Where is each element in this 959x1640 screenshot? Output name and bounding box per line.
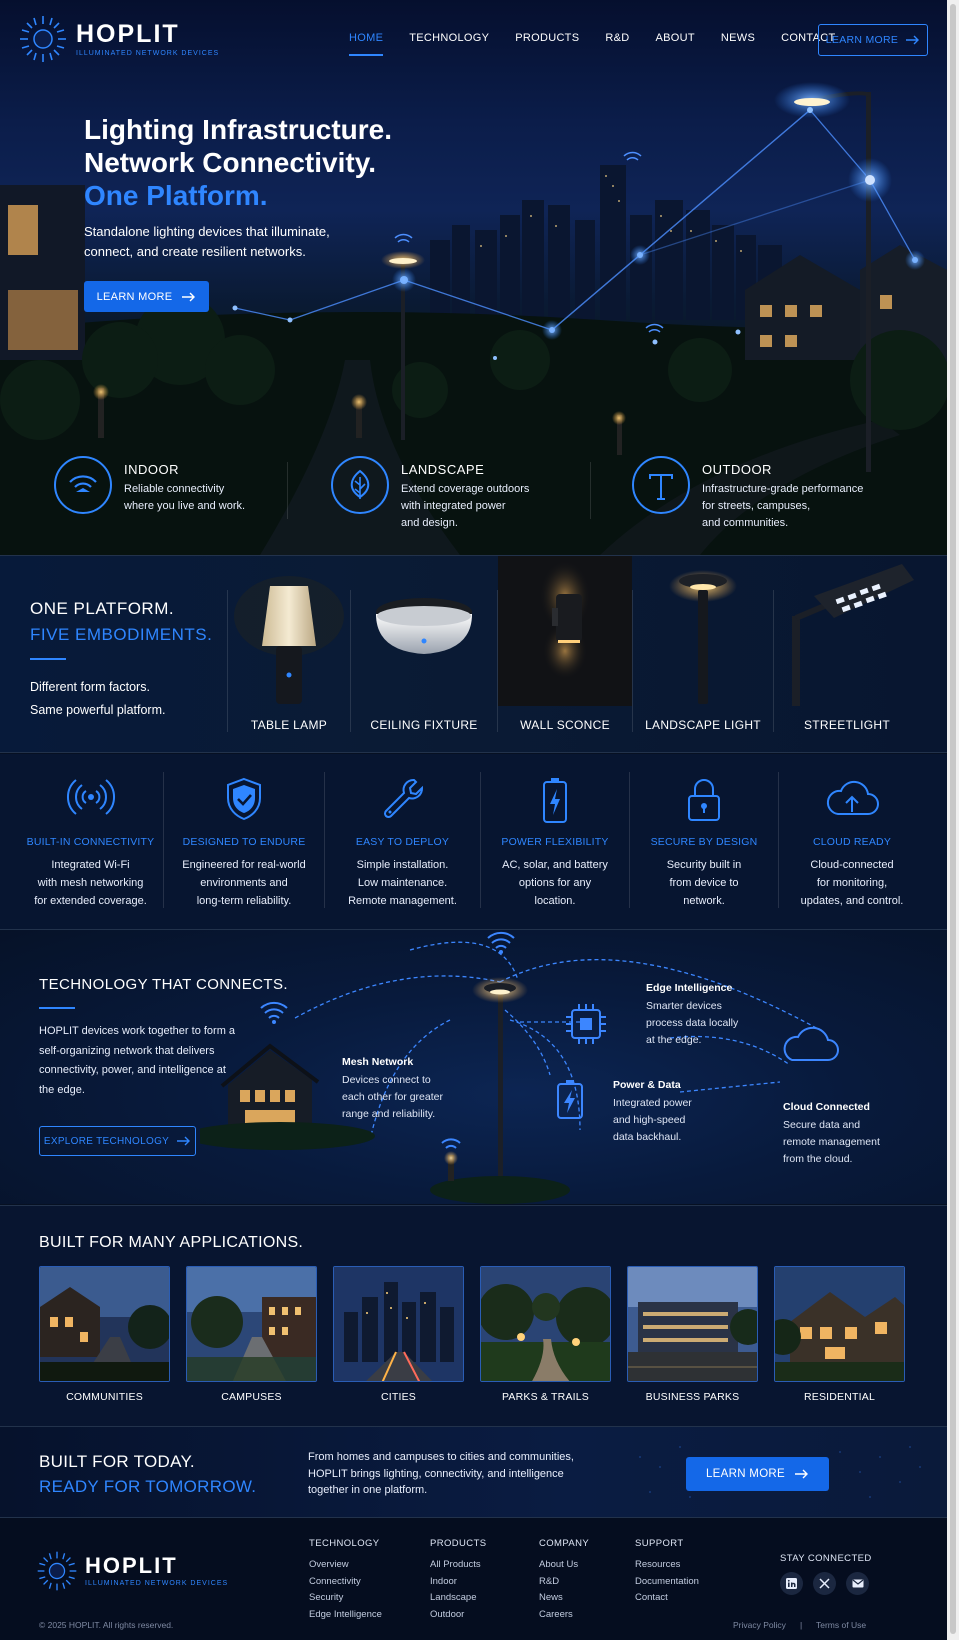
cta-title [39,1449,256,1499]
top-nav [0,0,947,80]
product-table-lamp-label: TABLE LAMP [250,718,328,732]
app-communities-label: COMMUNITIES [66,1391,143,1403]
node-cloud-line2: remote management [783,1136,880,1148]
footer-col-title: PRODUCTS [430,1538,487,1549]
embodiments-title-line2: FIVE EMBODIMENTS. [30,625,213,644]
node-edge-intelligence [646,982,738,1049]
feature-cloud [779,754,925,929]
logo-burst-icon [18,14,68,64]
footer-logo-tagline: ILLUMINATED NETWORK DEVICES [85,1580,229,1587]
product-streetlight[interactable] [774,556,920,752]
footer-col-technology [309,1538,382,1623]
product-streetlight-label: STREETLIGHT [804,718,890,732]
feature-connectivity [18,754,163,929]
category-landscape-desc-1: Extend coverage outdoors [401,483,530,495]
hero-learn-more-label: LEARN MORE [96,290,173,303]
feature-secure [630,754,778,929]
footer-link-security[interactable]: Security [309,1592,344,1603]
category-outdoor-desc-3: and communities. [702,517,789,529]
explore-technology-label: EXPLORE TECHNOLOGY [43,1135,170,1147]
explore-technology-button[interactable] [39,1126,196,1156]
mail-icon[interactable] [846,1572,869,1595]
accent-dash [39,1007,75,1009]
applications-section [0,1206,947,1426]
footer-link-landscape[interactable]: Landscape [430,1592,477,1603]
embodiments-desc-line1: Different form factors. [30,680,150,694]
divider [590,462,591,519]
app-cities-label: CITIES [380,1391,417,1403]
node-power-data [613,1079,692,1146]
shield-icon [224,776,264,822]
hero-headline-line1: Lighting Infrastructure. [84,114,392,145]
category-landscape-desc-2: with integrated power [401,500,506,512]
app-residential[interactable] [774,1266,905,1403]
campuses-image [187,1267,317,1382]
page-scrollbar[interactable] [947,0,959,1640]
app-cities[interactable] [333,1266,464,1403]
arrow-right-icon [177,1136,191,1146]
technology-paragraph: HOPLIT devices work together to form a self-organizing network that delivers connectivity, power, and intelligence at the edge. [39,1025,236,1096]
feature-endure-line1: Engineered for real-world [182,859,306,871]
node-edge-line3: at the edge. [646,1034,702,1046]
signal-icon [66,776,116,818]
cta-learn-more-button[interactable] [686,1457,829,1491]
footer-logo[interactable] [36,1550,228,1592]
embodiments-section [0,556,947,752]
footer-link-overview[interactable]: Overview [309,1559,349,1570]
footer-link-indoor[interactable]: Indoor [430,1575,457,1587]
cta-text: From homes and campuses to cities and communities, HOPLIT brings lighting, connectivity, and intelligence together in one platform. [308,1451,574,1496]
battery-bolt-icon [558,1080,582,1118]
feature-connectivity-line3: for extended coverage. [34,895,147,907]
footer [0,1518,947,1640]
streetlight-image [774,556,920,706]
feature-power-line1: AC, solar, and battery [502,859,608,871]
stay-connected-label: STAY CONNECTED [780,1553,872,1564]
nav-contact[interactable]: CONTACT [781,32,836,44]
app-campuses-label: CAMPUSES [221,1391,282,1403]
node-cloud-connected [783,1101,880,1168]
node-edge-title: Edge Intelligence [646,982,733,994]
header-learn-more-label: LEARN MORE [825,34,899,46]
category-outdoor[interactable] [632,456,863,532]
footer-col-company [539,1538,589,1623]
feature-endure-line2: environments and [200,877,288,889]
node-edge-line2: process data locally [646,1017,739,1029]
logo-wordmark: HOPLIT [76,19,180,48]
nav-news[interactable]: NEWS [720,32,756,44]
feature-secure-line3: network. [683,895,725,907]
feature-connectivity-title: BUILT-IN CONNECTIVITY [26,836,155,848]
app-campuses[interactable] [186,1266,317,1403]
feature-deploy [325,754,480,929]
footer-col-support [635,1538,699,1607]
cta-title-line1: BUILT FOR TODAY. [39,1452,195,1471]
arrow-right-icon [906,35,920,45]
node-mesh-line1: Devices connect to [342,1074,431,1086]
hero-lead: Standalone lighting devices that illuminate, connect, and create resilient networks. [84,224,330,259]
parks-trails-image [481,1267,611,1382]
footer-separator: | [800,1620,803,1630]
lock-icon [685,776,723,824]
scrollbar-thumb[interactable] [950,4,956,1634]
app-parks-trails-label: PARKS & TRAILS [501,1391,590,1403]
footer-link-rd[interactable]: R&D [539,1575,560,1587]
cloud-icon [822,776,882,820]
wrench-icon [381,776,425,820]
cta-section [0,1427,947,1517]
footer-col-products [430,1538,487,1623]
table-lamp-image [228,556,350,706]
footer-col-title: TECHNOLOGY [309,1538,380,1549]
social-links [780,1572,869,1595]
feature-secure-line2: from device to [669,877,739,889]
footer-link-about-us[interactable]: About Us [539,1559,579,1570]
x-icon[interactable] [813,1572,836,1595]
category-indoor-desc-1: Reliable connectivity [124,483,225,495]
footer-col-title: COMPANY [539,1538,590,1549]
feature-power [481,754,629,929]
features-section [0,754,947,929]
feature-cloud-line3: updates, and control. [800,895,904,907]
landscape-light-image [633,556,773,706]
feature-power-line2: options for any [518,877,592,889]
hero-headline-line3: One Platform. [84,180,268,211]
category-outdoor-desc-2: for streets, campuses, [702,500,811,512]
residential-image [775,1267,905,1382]
technology-section [0,930,947,1204]
category-indoor-title: INDOOR [124,462,179,477]
node-mesh-line3: range and reliability. [342,1108,436,1120]
arrow-right-icon [182,292,196,302]
footer-link-documentation[interactable]: Documentation [635,1575,699,1587]
footer-link-contact[interactable]: Contact [635,1592,668,1603]
product-landscape-light[interactable] [633,556,773,752]
footer-link-news[interactable]: News [539,1592,563,1603]
wall-sconce-image [498,556,632,706]
chip-icon [566,1004,606,1044]
nav-technology[interactable]: TECHNOLOGY [409,32,490,44]
footer-link-careers[interactable]: Careers [539,1608,573,1620]
embodiments-desc-line2: Same powerful platform. [30,703,166,717]
nav-about[interactable]: ABOUT [655,32,695,44]
app-business-parks-label: BUSINESS PARKS [645,1391,740,1403]
feature-secure-title: SECURE BY DESIGN [650,836,758,848]
hero-headline-line2: Network Connectivity. [84,147,376,178]
node-power-title: Power & Data [613,1079,681,1091]
privacy-policy-link[interactable]: Privacy Policy [733,1620,786,1630]
category-landscape[interactable] [331,456,529,532]
footer-link-edge-intelligence[interactable]: Edge Intelligence [309,1608,382,1620]
feature-deploy-line2: Low maintenance. [357,877,448,889]
technology-title: TECHNOLOGY THAT CONNECTS. [39,976,288,993]
feature-secure-line1: Security built in [666,859,742,871]
hero-section [0,0,947,555]
footer-logo-wordmark: HOPLIT [85,1553,178,1578]
feature-connectivity-line1: Integrated Wi-Fi [51,859,130,871]
feature-deploy-line1: Simple installation. [356,859,449,871]
feature-deploy-title: EASY TO DEPLOY [355,836,450,848]
node-cloud-title: Cloud Connected [783,1101,870,1113]
hero-learn-more-button[interactable] [84,281,209,312]
logo[interactable] [18,14,219,64]
linkedin-icon[interactable] [780,1572,803,1595]
footer-link-connectivity[interactable]: Connectivity [309,1575,361,1587]
feature-connectivity-line2: with mesh networking [37,877,144,889]
feature-cloud-line2: for monitoring, [816,877,888,889]
node-mesh-network [342,1056,443,1123]
main-menu [349,32,862,56]
app-communities[interactable] [39,1266,170,1403]
product-ceiling-fixture[interactable] [351,556,497,752]
streetlight-icon [632,456,690,514]
arrow-right-icon [795,1469,809,1479]
embodiments-title-line1: ONE PLATFORM. [30,599,175,618]
nav-rd[interactable]: R&D [605,32,630,44]
embodiments-desc [30,676,165,722]
nav-home[interactable]: HOME [349,32,383,56]
footer-link-resources[interactable]: Resources [635,1559,681,1570]
business-parks-image [628,1267,758,1382]
wifi-icon [54,456,112,514]
product-ceiling-fixture-label: CEILING FIXTURE [370,718,478,732]
feature-power-title: POWER FLEXIBILITY [501,836,609,848]
divider [287,462,288,519]
nav-products[interactable]: PRODUCTS [515,32,580,44]
product-wall-sconce[interactable] [498,556,632,752]
product-table-lamp[interactable] [228,556,350,752]
cta-title-line2: READY FOR TOMORROW. [39,1477,257,1496]
logo-tagline: ILLUMINATED NETWORK DEVICES [76,49,220,57]
cities-image [334,1267,464,1382]
app-parks-trails[interactable] [480,1266,611,1403]
node-cloud-line3: from the cloud. [783,1153,853,1165]
accent-dash [30,658,66,660]
footer-col-title: SUPPORT [635,1538,684,1549]
feature-cloud-title: CLOUD READY [812,836,892,848]
category-indoor-desc-2: where you live and work. [124,500,246,512]
category-outdoor-desc-1: Infrastructure-grade performance [702,483,864,495]
category-outdoor-title: OUTDOOR [702,462,772,477]
node-mesh-title: Mesh Network [342,1056,414,1068]
divider [0,752,947,753]
app-residential-label: RESIDENTIAL [803,1391,876,1403]
category-indoor[interactable] [54,456,245,515]
app-business-parks[interactable] [627,1266,758,1403]
node-power-line3: data backhaul. [613,1131,682,1143]
cta-learn-more-label: LEARN MORE [705,1468,786,1480]
node-edge-line1: Smarter devices [646,1000,722,1012]
node-power-line1: Integrated power [613,1097,692,1109]
feature-power-line3: location. [534,895,576,907]
feature-endure-title: DESIGNED TO ENDURE [182,836,306,848]
footer-link-all-products[interactable]: All Products [430,1559,481,1570]
copyright: © 2025 HOPLIT. All rights reserved. [39,1620,174,1630]
node-power-line2: and high-speed [613,1114,686,1126]
node-mesh-line2: each other for greater [342,1091,443,1103]
node-cloud-line1: Secure data and [783,1119,861,1131]
feature-deploy-line3: Remote management. [348,895,457,907]
ceiling-fixture-image [351,556,497,706]
hero-headline [84,113,392,212]
product-landscape-light-label: LANDSCAPE LIGHT [645,718,761,732]
footer-link-outdoor[interactable]: Outdoor [430,1608,465,1620]
terms-of-use-link[interactable]: Terms of Use [816,1620,867,1630]
header-learn-more-button[interactable] [818,24,928,56]
category-landscape-title: LANDSCAPE [401,462,485,477]
applications-title: BUILT FOR MANY APPLICATIONS. [39,1234,304,1251]
battery-icon [540,776,570,824]
category-landscape-desc-3: and design. [401,517,458,529]
feature-cloud-line1: Cloud-connected [810,859,894,871]
leaf-icon [331,456,389,514]
communities-image [40,1267,170,1382]
product-wall-sconce-label: WALL SCONCE [520,718,610,732]
feature-endure-line3: long-term reliability. [196,895,292,907]
embodiments-title [30,596,212,648]
logo-burst-icon [36,1550,78,1592]
feature-endure [164,754,324,929]
